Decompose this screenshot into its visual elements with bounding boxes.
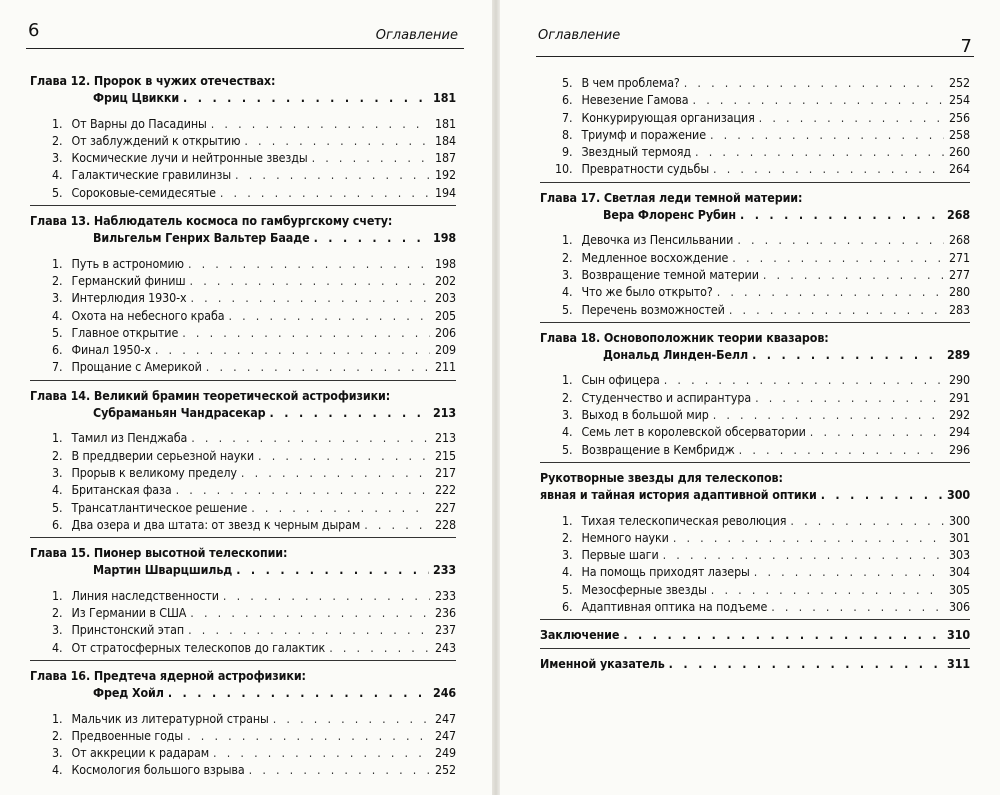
section-title: Триумф и поражение (581, 126, 706, 142)
section-row[interactable]: 4. Охота на небесного краба . . . 205 (30, 307, 456, 324)
section-title: Что же было открыто? (581, 284, 713, 300)
section-title: От Варны до Пасадины (71, 115, 207, 131)
section-row[interactable]: 1. Девочка из Пенсильвании . . . 268 (540, 231, 970, 248)
section-title: Принстонский этап (71, 622, 185, 638)
section-row[interactable]: 4. Космология большого взрыва . . . 252 (30, 761, 456, 778)
section-title: Невезение Гамова (581, 92, 689, 108)
section-title: Немного науки (581, 529, 669, 545)
chapter-title: Глава 13. Наблюдатель космоса по гамбургскому счету: (30, 213, 393, 229)
section-title: В преддверии серьезной науки (71, 447, 255, 463)
section-page: 306 (949, 599, 970, 615)
section-row[interactable]: 3. Интерлюдия 1930-х . . . 203 (30, 289, 456, 306)
section-title: Два озера и два штата: от звезд к черным дырам (71, 516, 361, 532)
chapter-title: Рукотворные звезды для телескопов: (540, 469, 783, 485)
section-row[interactable]: 1. Мальчик из литературной страны . . . 247 (30, 710, 456, 727)
section-title: Прорыв к великому пределу (71, 464, 237, 480)
section-row[interactable]: 1. Сын офицера . . . 290 (540, 371, 970, 388)
chapter-divider (30, 380, 456, 381)
section-row[interactable]: 6. Невезение Гамова . . . 254 (540, 91, 970, 108)
section-page: 300 (949, 512, 970, 528)
name-index-page: 311 (947, 655, 970, 671)
section-row[interactable]: 5. Мезосферные звезды . . . 305 (540, 581, 970, 598)
left-page (0, 0, 492, 795)
chapter-subtitle: Мартин Шварцшильд (93, 562, 233, 578)
chapter-page: 233 (433, 562, 456, 578)
section-page: 184 (435, 132, 456, 148)
section-page: 192 (435, 167, 456, 183)
right-page (500, 0, 1000, 795)
section-row[interactable]: 2. Немного науки . . . 301 (540, 529, 970, 546)
section-title: В чем проблема? (581, 75, 680, 90)
section-row[interactable]: 5. Сороковые-семидесятые . . . 194 (30, 184, 456, 201)
section-title: Выход в большой мир (581, 407, 709, 423)
section-page: 202 (435, 272, 456, 288)
section-title: Семь лет в королевской обсерватории (581, 424, 806, 440)
section-title: Девочка из Пенсильвании (581, 232, 734, 248)
section-row[interactable]: 7. Конкурирующая организация . . . 256 (540, 109, 970, 126)
chapter-page: 246 (433, 685, 456, 701)
section-row[interactable]: 5. Возвращение в Кембридж . . . 296 (540, 441, 970, 458)
chapter-entry (540, 189, 970, 318)
section-title: Адаптивная оптика на подъеме (581, 599, 768, 615)
section-row[interactable]: 5. В чем проблема? . . . 252 (540, 74, 970, 91)
section-page: 211 (435, 359, 456, 375)
section-row[interactable]: 4. Британская фаза . . . 222 (30, 481, 456, 498)
section-title: Трансатлантическое решение (71, 499, 248, 515)
section-title: Финал 1950-х (71, 342, 151, 358)
section-row[interactable]: 2. Германский финиш . . . 202 (30, 272, 456, 289)
section-page: 260 (949, 144, 970, 160)
section-page: 247 (435, 727, 456, 743)
chapter-entry (30, 72, 456, 201)
section-page: 243 (435, 639, 456, 655)
section-page: 209 (435, 342, 456, 358)
section-page: 252 (949, 75, 970, 90)
chapter-divider (540, 648, 970, 649)
section-row[interactable]: 10. Превратности судьбы . . . 264 (540, 160, 970, 177)
section-title: Сороковые-семидесятые (71, 184, 216, 200)
section-row[interactable]: 3. Выход в большой мир . . . 292 (540, 406, 970, 423)
chapter-row[interactable] (30, 404, 456, 421)
section-page: 206 (435, 324, 456, 340)
book-gutter (492, 0, 500, 795)
section-title: Сын офицера (581, 372, 660, 388)
section-page: 181 (435, 115, 456, 131)
running-head: Оглавление (375, 28, 458, 43)
header-rule (26, 48, 464, 49)
section-title: Предвоенные годы (71, 727, 184, 743)
section-title: Возвращение в Кембридж (581, 441, 735, 457)
chapter-row[interactable] (540, 206, 970, 223)
section-page: 254 (949, 92, 970, 108)
chapter-subtitle: Фриц Цвикки (93, 90, 180, 106)
chapter-page: 289 (947, 347, 970, 363)
section-page: 294 (949, 424, 970, 440)
chapter-subtitle: Вильгельм Генрих Вальтер Бааде (93, 230, 310, 246)
section-row[interactable]: 3. Космические лучи и нейтронные звезды . . . 187 (30, 149, 456, 166)
section-row[interactable]: 4. На помощь приходят лазеры . . . 304 (540, 563, 970, 580)
chapter-subtitle: явная и тайная история адаптивной оптики (540, 487, 817, 503)
section-title: От заблуждений к открытию (71, 132, 241, 148)
page-number: 7 (960, 36, 972, 57)
section-page: 215 (435, 447, 456, 463)
chapter-divider (30, 660, 456, 661)
section-page: 252 (435, 762, 456, 778)
section-title: Линия наследственности (71, 587, 219, 603)
section-title: Интерлюдия 1930-х (71, 290, 187, 306)
section-title: Медленное восхождение (581, 249, 729, 265)
section-title: Превратности судьбы (581, 161, 710, 177)
section-page: 237 (435, 622, 456, 638)
chapter-page: 300 (947, 487, 970, 503)
chapter-row[interactable] (540, 346, 970, 363)
section-title: Германский финиш (71, 272, 186, 288)
section-row[interactable]: 3. Первые шаги . . . 303 (540, 546, 970, 563)
chapter-entry (30, 387, 456, 533)
section-row[interactable]: 1. Тихая телескопическая революция . . . 300 (540, 512, 970, 529)
section-row[interactable]: 5. Главное открытие . . . 206 (30, 324, 456, 341)
section-title: Студенчество и аспирантура (581, 389, 752, 405)
section-title: Космология большого взрыва (71, 762, 245, 778)
chapter-divider (540, 462, 970, 463)
section-page: 249 (435, 745, 456, 761)
section-page: 228 (435, 516, 456, 532)
name-index-row[interactable] (540, 655, 970, 672)
chapter-row[interactable] (30, 89, 456, 106)
section-page: 217 (435, 464, 456, 480)
section-title: Мезосферные звезды (581, 581, 707, 597)
section-row[interactable]: 3. Принстонский этап . . . 237 (30, 621, 456, 638)
chapter-page: 181 (433, 90, 456, 106)
chapter-divider (540, 619, 970, 620)
section-title: Из Германии в США (71, 605, 187, 621)
toc-right (540, 74, 970, 672)
chapter-subtitle: Фред Хойл (93, 685, 164, 701)
section-page: 280 (949, 284, 970, 300)
section-row[interactable]: 6. Адаптивная оптика на подъеме . . . 306 (540, 598, 970, 615)
section-page: 256 (949, 109, 970, 125)
section-title: Главное открытие (71, 324, 179, 340)
chapter-title: Глава 15. Пионер высотной телескопии: (30, 545, 288, 561)
section-title: Путь в астрономию (71, 255, 184, 271)
conclusion-title: Заключение (540, 627, 620, 643)
section-row[interactable]: 3. От аккреции к радарам . . . 249 (30, 744, 456, 761)
chapter-entry (540, 329, 970, 458)
section-page: 227 (435, 499, 456, 515)
chapter-row[interactable] (30, 561, 456, 578)
section-page: 292 (949, 407, 970, 423)
chapter-title: Глава 14. Великий брамин теоретической астрофизики: (30, 387, 391, 403)
chapter-page: 213 (433, 405, 456, 421)
section-row[interactable]: 7. Прощание с Америкой . . . 211 (30, 358, 456, 375)
section-row[interactable]: 3. Возвращение темной материи . . . 277 (540, 266, 970, 283)
chapter-title: Глава 16. Предтеча ядерной астрофизики: (30, 667, 306, 683)
section-title: На помощь приходят лазеры (581, 564, 750, 580)
section-row[interactable]: 4. От стратосферных телескопов до галактик . . . 243 (30, 639, 456, 656)
section-row[interactable]: 4. Семь лет в королевской обсерватории . . . 294 (540, 423, 970, 440)
chapter-title: Глава 17. Светлая леди темной материи: (540, 189, 803, 205)
chapter-subtitle: Вера Флоренс Рубин (603, 207, 736, 223)
running-head: Оглавление (538, 28, 621, 43)
section-row[interactable]: 8. Триумф и поражение . . . 258 (540, 126, 970, 143)
section-title: Возвращение темной материи (581, 266, 759, 282)
chapter-entry (30, 212, 456, 376)
chapter-subtitle: Дональд Линден-Белл (603, 347, 749, 363)
section-row[interactable]: 5. Перечень возможностей . . . 283 (540, 301, 970, 318)
section-page: 304 (949, 564, 970, 580)
section-page: 222 (435, 482, 456, 498)
toc-left (30, 72, 456, 779)
chapter-page: 198 (433, 230, 456, 246)
chapter-row[interactable] (540, 486, 970, 503)
chapter-entry (30, 544, 456, 656)
section-page: 305 (949, 581, 970, 597)
section-page: 301 (949, 529, 970, 545)
section-row[interactable]: 3. Прорыв к великому пределу . . . 217 (30, 464, 456, 481)
section-page: 268 (949, 232, 970, 248)
chapter-row[interactable] (30, 684, 456, 701)
section-page: 194 (435, 184, 456, 200)
section-row[interactable]: 2. От заблуждений к открытию . . . 184 (30, 132, 456, 149)
chapter-row[interactable] (30, 229, 456, 246)
chapter-entry (540, 469, 970, 615)
section-row[interactable]: 2. Из Германии в США . . . 236 (30, 604, 456, 621)
section-title: Звездный термояд (581, 144, 692, 160)
section-row[interactable]: 1. Линия наследственности . . . 233 (30, 587, 456, 604)
section-page: 277 (949, 266, 970, 282)
chapter-page: 268 (947, 207, 970, 223)
section-page: 198 (435, 255, 456, 271)
section-title: От аккреции к радарам (71, 745, 210, 761)
section-row[interactable]: 6. Два озера и два штата: от звезд к черным дырам . . . 228 (30, 516, 456, 533)
section-page: 303 (949, 547, 970, 563)
section-title: Тамил из Пенджаба (71, 430, 188, 446)
chapter-divider (30, 205, 456, 206)
section-row[interactable]: 1. Путь в астрономию . . . 198 (30, 255, 456, 272)
section-title: Галактические гравилинзы (71, 167, 232, 183)
section-row[interactable]: 5. Трансатлантическое решение . . . 227 (30, 499, 456, 516)
section-page: 213 (435, 430, 456, 446)
section-row[interactable]: 1. Тамил из Пенджаба . . . 213 (30, 429, 456, 446)
section-page: 247 (435, 710, 456, 726)
section-page: 233 (435, 587, 456, 603)
chapter-divider (540, 322, 970, 323)
chapter-divider (540, 182, 970, 183)
section-row[interactable]: 2. Медленное восхождение . . . 271 (540, 249, 970, 266)
section-title: От стратосферных телескопов до галактик (71, 639, 326, 655)
section-row[interactable]: 4. Что же было открыто? . . . 280 (540, 283, 970, 300)
section-title: Перечень возможностей (581, 301, 725, 317)
chapter-entry (30, 667, 456, 779)
section-page: 264 (949, 161, 970, 177)
name-index-title: Именной указатель (540, 655, 665, 671)
section-row[interactable]: 2. Предвоенные годы . . . 247 (30, 727, 456, 744)
section-title: Конкурирующая организация (581, 109, 755, 125)
chapter-subtitle: Субраманьян Чандрасекар (93, 405, 266, 421)
section-row[interactable]: 1. От Варны до Пасадины . . . 181 (30, 115, 456, 132)
page-number: 6 (28, 20, 40, 41)
section-title: Прощание с Америкой (71, 359, 202, 375)
section-page: 291 (949, 389, 970, 405)
section-page: 205 (435, 307, 456, 323)
section-page: 283 (949, 301, 970, 317)
conclusion-page: 310 (947, 627, 970, 643)
section-page: 187 (435, 150, 456, 166)
section-page: 296 (949, 441, 970, 457)
section-title: Британская фаза (71, 482, 172, 498)
conclusion-row[interactable] (540, 626, 970, 643)
header-rule (536, 56, 974, 57)
section-row[interactable]: 9. Звездный термояд . . . 260 (540, 143, 970, 160)
section-title: Охота на небесного краба (71, 307, 225, 323)
section-row[interactable]: 2. Студенчество и аспирантура . . . 291 (540, 389, 970, 406)
section-title: Мальчик из литературной страны (71, 710, 269, 726)
chapter-title: Глава 18. Основоположник теории квазаров: (540, 329, 829, 345)
section-page: 236 (435, 605, 456, 621)
section-title: Первые шаги (581, 547, 659, 563)
section-row[interactable]: 6. Финал 1950-х . . . 209 (30, 341, 456, 358)
section-title: Тихая телескопическая революция (581, 512, 787, 528)
chapter-divider (30, 537, 456, 538)
section-page: 203 (435, 290, 456, 306)
section-row[interactable]: 2. В преддверии серьезной науки . . . 215 (30, 447, 456, 464)
chapter-title: Глава 12. Пророк в чужих отечествах: (30, 73, 276, 88)
section-title: Космические лучи и нейтронные звезды (71, 150, 308, 166)
section-page: 258 (949, 126, 970, 142)
section-page: 271 (949, 249, 970, 265)
section-row[interactable]: 4. Галактические гравилинзы . . . 192 (30, 166, 456, 183)
continued-sections (540, 74, 970, 178)
section-page: 290 (949, 372, 970, 388)
